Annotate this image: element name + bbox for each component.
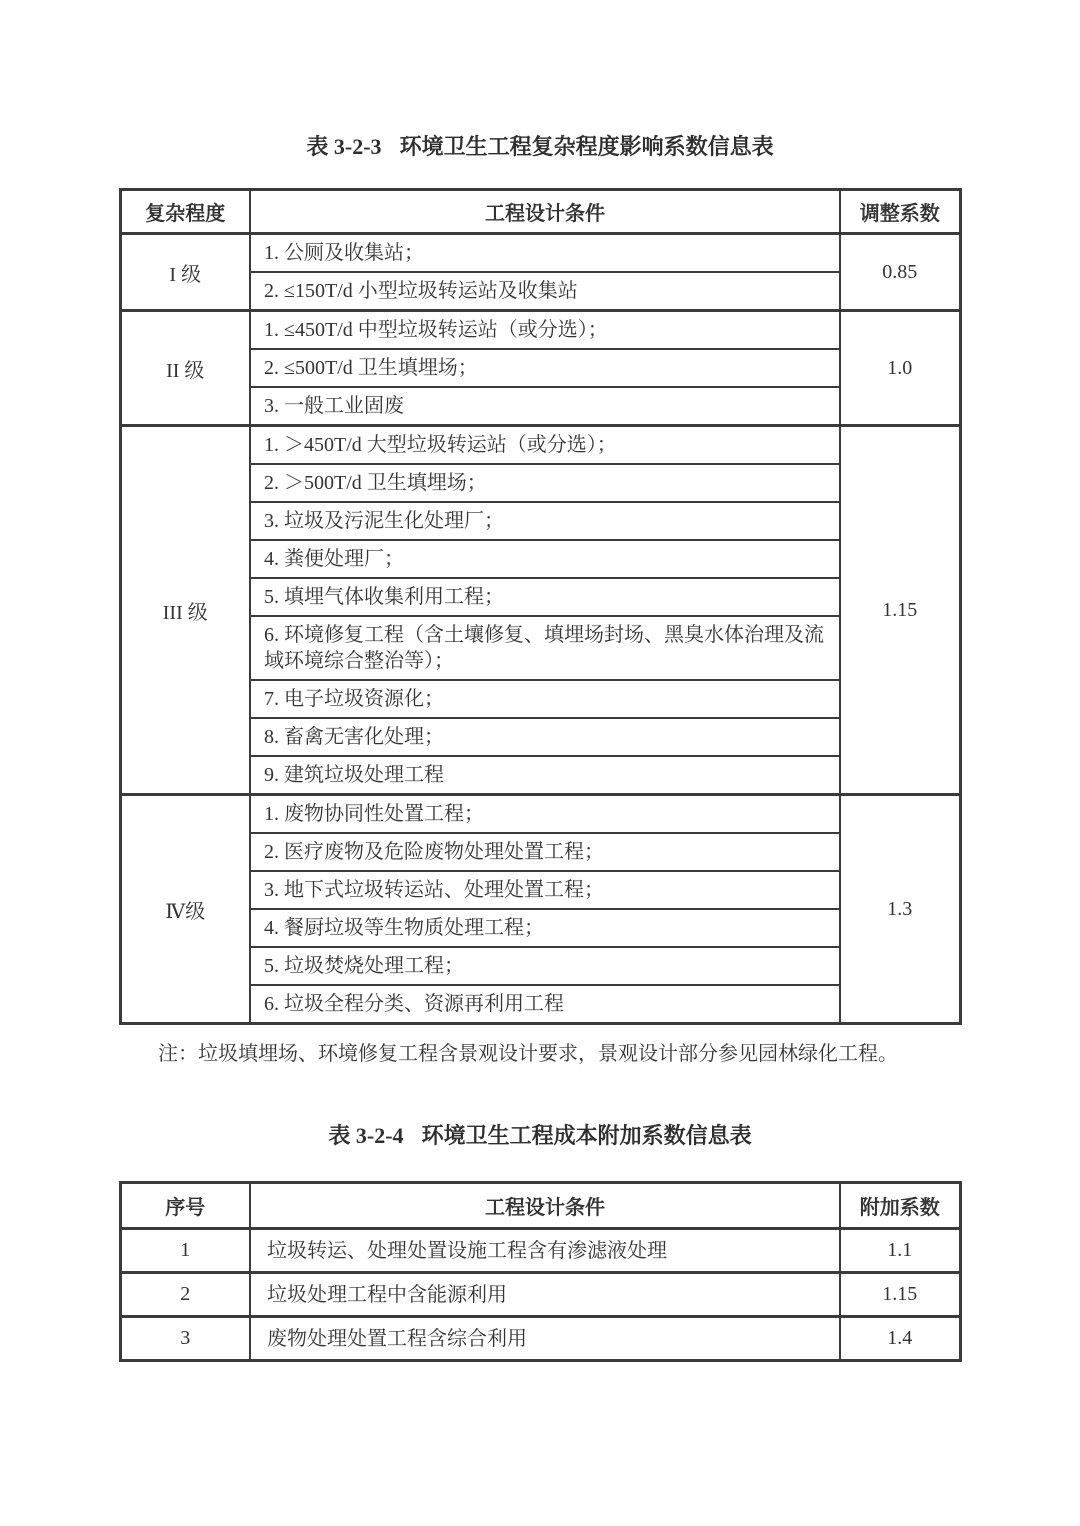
coefficient-cell-4: 1.3 (840, 795, 960, 1024)
cost-addition-coefficient-table (119, 1181, 962, 1362)
condition-cell: 废物处理处置工程含综合利用 (250, 1317, 840, 1361)
table2-title-text: 环境卫生工程成本附加系数信息表 (421, 1123, 752, 1148)
table-header-row (120, 1183, 960, 1229)
condition-cell: 垃圾处理工程中含能源利用 (250, 1273, 840, 1317)
condition-cell: 2. 医疗废物及危险废物处理处置工程； (250, 833, 840, 871)
header-adjust-coefficient: 调整系数 (840, 190, 960, 234)
condition-cell: 6. 垃圾全程分类、资源再利用工程 (250, 985, 840, 1024)
condition-cell: 1. ＞450T/d 大型垃圾转运站（或分选）； (250, 426, 840, 465)
level-cell-1: I 级 (120, 234, 250, 311)
serial-cell: 2 (120, 1273, 250, 1317)
condition-cell: 6. 环境修复工程（含土壤修复、填埋场封场、黑臭水体治理及流域环境综合整治等）； (250, 616, 840, 680)
condition-cell: 7. 电子垃圾资源化； (250, 680, 840, 718)
level-cell-4: Ⅳ级 (120, 795, 250, 1024)
condition-cell: 垃圾转运、处理处置设施工程含有渗滤液处理 (250, 1229, 840, 1273)
condition-cell: 5. 填埋气体收集利用工程； (250, 578, 840, 616)
condition-cell: 2. ≤150T/d 小型垃圾转运站及收集站 (250, 272, 840, 311)
header-serial-no: 序号 (120, 1183, 250, 1229)
header-design-condition-2: 工程设计条件 (250, 1183, 840, 1229)
table-header-row (120, 190, 960, 234)
condition-cell: 1. 公厕及收集站； (250, 234, 840, 273)
table-row (120, 1229, 960, 1273)
table-row (120, 234, 960, 273)
condition-cell: 1. 废物协同性处置工程； (250, 795, 840, 834)
condition-cell: 1. ≤450T/d 中型垃圾转运站（或分选）； (250, 311, 840, 350)
coefficient-cell: 1.4 (840, 1317, 960, 1361)
condition-cell: 5. 垃圾焚烧处理工程； (250, 947, 840, 985)
table2-title-label: 表 3-2-4 (328, 1123, 404, 1148)
table1-title-text: 环境卫生工程复杂程度影响系数信息表 (399, 134, 774, 159)
header-addition-coefficient: 附加系数 (840, 1183, 960, 1229)
level-cell-2: II 级 (120, 311, 250, 426)
table-row (120, 795, 960, 834)
condition-cell: 2. ≤500T/d 卫生填埋场； (250, 349, 840, 387)
condition-cell: 4. 粪便处理厂； (250, 540, 840, 578)
table1-title-label: 表 3-2-3 (306, 134, 382, 159)
header-complexity-level: 复杂程度 (120, 190, 250, 234)
condition-cell: 3. 垃圾及污泥生化处理厂； (250, 502, 840, 540)
table-row (120, 1317, 960, 1361)
coefficient-cell-1: 0.85 (840, 234, 960, 311)
condition-cell: 3. 一般工业固废 (250, 387, 840, 426)
complexity-coefficient-table (119, 188, 962, 1025)
condition-cell: 2. ＞500T/d 卫生填埋场； (250, 464, 840, 502)
condition-cell: 8. 畜禽无害化处理； (250, 718, 840, 756)
table-row (120, 311, 960, 350)
table1-footnote: 注：垃圾填埋场、环境修复工程含景观设计要求，景观设计部分参见园林绿化工程。 (158, 1043, 898, 1065)
condition-cell: 4. 餐厨垃圾等生物质处理工程； (250, 909, 840, 947)
coefficient-cell-3: 1.15 (840, 426, 960, 795)
condition-cell: 3. 地下式垃圾转运站、处理处置工程； (250, 871, 840, 909)
header-design-condition: 工程设计条件 (250, 190, 840, 234)
table-row (120, 426, 960, 465)
condition-cell: 9. 建筑垃圾处理工程 (250, 756, 840, 795)
serial-cell: 1 (120, 1229, 250, 1273)
table-row (120, 1273, 960, 1317)
serial-cell: 3 (120, 1317, 250, 1361)
level-cell-3: III 级 (120, 426, 250, 795)
table1-title (0, 132, 1080, 162)
coefficient-cell: 1.15 (840, 1273, 960, 1317)
coefficient-cell: 1.1 (840, 1229, 960, 1273)
table2-title (0, 1121, 1080, 1151)
coefficient-cell-2: 1.0 (840, 311, 960, 426)
